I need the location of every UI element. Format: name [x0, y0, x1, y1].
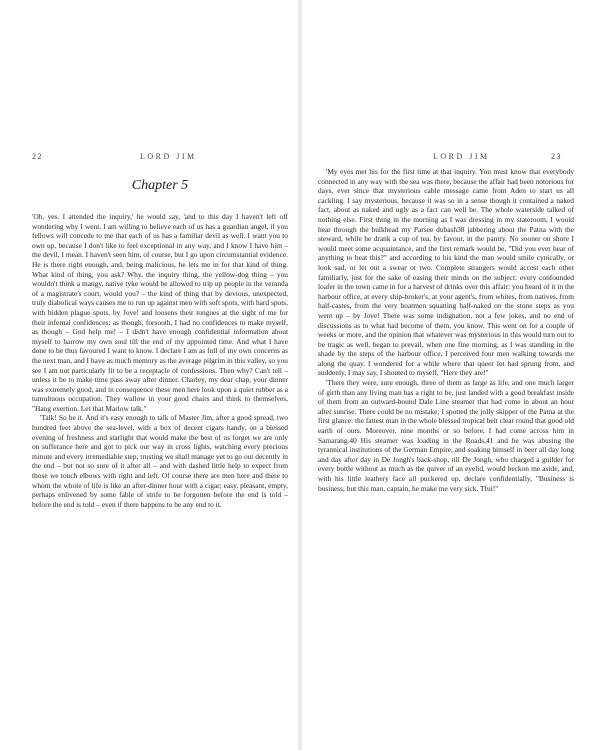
right-page-number: 23 — [551, 152, 562, 161]
book-gutter — [298, 0, 302, 750]
left-running-title: LORD JIM — [140, 152, 197, 161]
paragraph: 'There they were, sure enough, three of them as large as life, and one much larger of girth than any living man has a right to be, just landed with a good breakfast inside of them from an outward-bound Dale Line steamer that had come in about an hour after sunrise. There could be no mistake; I spotted the jolly skipper of the Patna at the first glance: the fattest man in the whole blessed tropical belt clear round that good old earth of ours. Moreover, nine months or so before, I had come across him in Samarang.40 His steamer was loading in the Roads,41 and he was abusing the tyrannical institutions of the German Empire, and soaking himself in beer all day long and day after day in De Jongh's back-shop, till De Jongh, who charged a guilder for every bottle without as much as the quiver of an eyelid, would beckon me aside, and, with his little leathery face all puckered up, declare confidentially, "Business is business, but this man, captain, he make me very sick. Tfui!" — [318, 378, 574, 493]
right-body-text — [318, 167, 574, 493]
left-body-text — [32, 212, 288, 509]
paragraph: 'My eyes met his for the first time at that inquiry. You must know that everybody connected in any way with the sea was there, because the affair had been notorious for days, ever since that mysterious cable message came from Aden to start us all cackling. I say mysterious, because it was so in a sense though it contained a naked fact, about as naked and ugly as a fact can well be. The whole waterside talked of nothing else. First thing in the morning as I was dressing in my stateroom, I would hear through the bulkhead my Parsee dubash38 jabbering about the Patna with the steward, while he drank a cup of tea, by favour, in the pantry. No sooner on shore I would meet some acquaintance, and the first remark would be, "Did you ever hear of anything to beat this?" and according to his kind the man would smile cynically, or look sad, or let out a swear or two. Complete strangers would accost each other familiarly, just for the sake of easing their minds on the subject: every confounded loafer in the town came in for a harvest of drinks over this affair: you heard of it in the harbour office, at every ship-broker's, at your agent's, from whites, from natives, from half-castes, from the very boatmen squatting half-naked on the stone steps as you went up – by Jove! There was some indignation, not a few jokes, and no end of discussions as to what had become of them, you know. This went on for a couple of weeks or more, and the opinion that whatever was mysterious in this would turn out to be tragic as well, began to prevail, when one fine morning, as I was standing in the shade by the steps of the harbour office, I perceived four men walking towards me along the quay. I wondered for a while where that queer lot had sprung from, and suddenly, I may say, I shouted to myself, "Here they are!" — [318, 167, 574, 378]
paragraph: 'Oh, yes. I attended the inquiry,' he would say, 'and to this day I haven't left off wondering why I went. I am willing to believe each of us has a guardian angel, if you fellows will concede to me that each of us has a familiar devil as well. I want you to own up, because I don't like to feel exceptional in any way, and I know I have him – the devil, I mean. I haven't seen him, of course, but I go upon circumstantial evidence. He is there right enough, and, being malicious, he lets me in for that kind of thing. What kind of thing, you ask? Why, the inquiry thing, the yellow-dog thing – you wouldn't think a mangy, native tyke would be allowed to trip up people in the veranda of a magistrate's court, would you? – the kind of thing that by devious, unexpected, truly diabolical ways causes me to run up against men with soft spots, with hard spots, with hidden plague spots, by Jove! and loosens their tongues at the sight of me for their infernal confidences; as though, forsooth, I had no confidences to make myself, as though – God help me! – I didn't have enough confidential information about myself to harrow my own soul till the end of my appointed time. And what I have done to be thus favoured I want to know. I declare I am as full of my own concerns as the next man, and I have as much memory as the average pilgrim in this valley, so you see I am not particularly fit to be a receptacle of confessions. Then why? Can't tell – unless it be to make time pass away after dinner. Charley, my dear chap, your dinner was extremely good, and in consequence these men here look upon a quiet rubber as a tumultuous occupation. They wallow in your good chairs and think to themselves, "Hang exertion. Let that Marlow talk." — [32, 212, 288, 413]
chapter-title: Chapter 5 — [131, 178, 189, 193]
paragraph: 'Talk! So be it. And it's easy enough to talk of Master Jim, after a good spread, two hundred feet above the sea-level, with a box of decent cigars handy, on a blessed evening of freshness and starlight that would make the best of us forget we are only on sufferance here and got to pick our way in cross lights, watching every precious minute and every irremediable step, trusting we shall manage yet to go out decently in the end – but not so sure of it after all – and with dashed little help to expect from those we touch elbows with right and left. Of course there are men here and there to whom the whole of life is like an after-dinner hour with a cigar; easy, pleasant, empty, perhaps enlivened by some fable of strife to be forgotten before the end is told – before the end is told – even if there happens to be any end to it. — [32, 413, 288, 509]
right-running-title: LORD JIM — [433, 152, 490, 161]
left-page-number: 22 — [32, 152, 43, 161]
